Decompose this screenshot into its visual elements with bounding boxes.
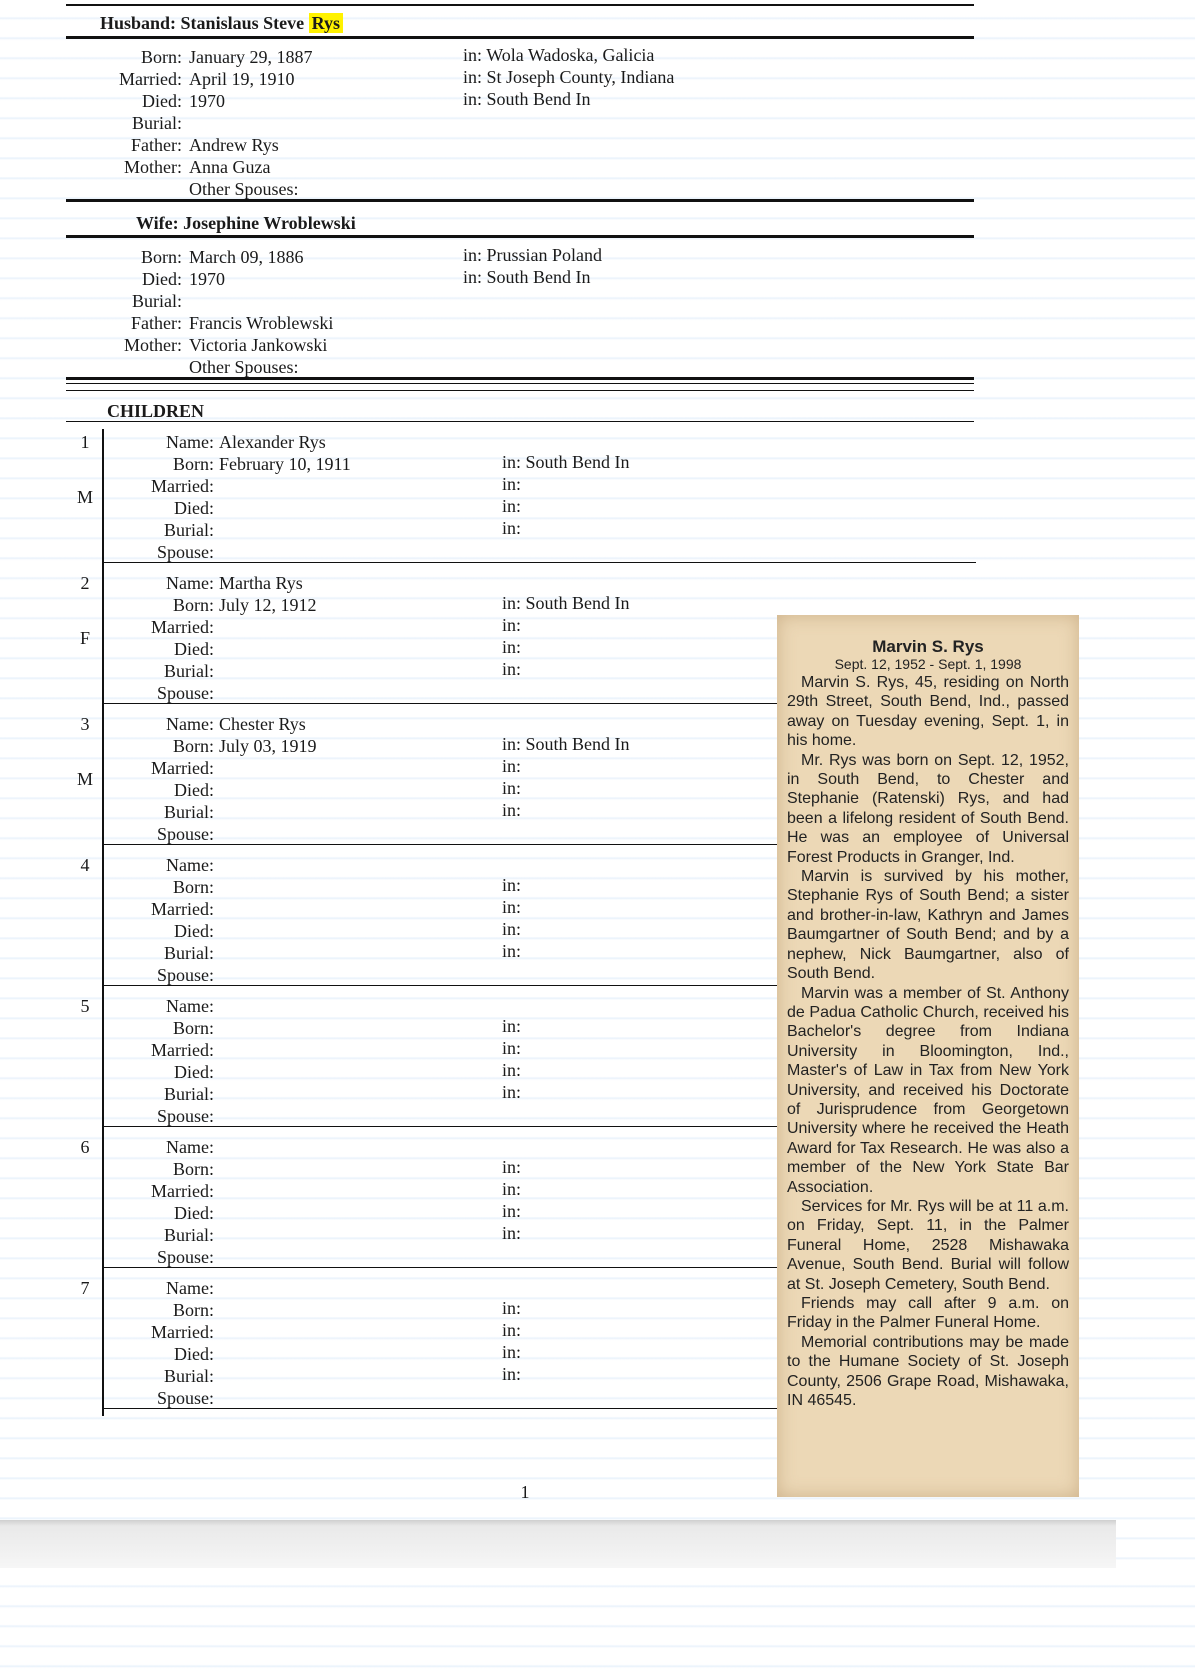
child-spouse-label: Spouse:: [156, 824, 214, 844]
child-died-place: [502, 1200, 521, 1222]
husband-mother-value: Anna Guza: [189, 157, 271, 177]
wife-died-value: 1970: [189, 269, 225, 289]
husband-married-label: Married:: [119, 69, 182, 89]
wife-died-place: [463, 266, 591, 288]
child-burial-place: [502, 1222, 521, 1244]
child-born-place: [502, 1297, 521, 1319]
child-born-place: [502, 1015, 521, 1037]
husband-born-value: January 29, 1887: [189, 47, 313, 67]
child-name-label: Name:: [166, 432, 214, 452]
in-label: in:: [502, 756, 522, 776]
child-married-label: Married:: [151, 899, 214, 919]
in-label: in:: [502, 1082, 522, 1102]
in-label: in:: [502, 1364, 522, 1384]
in-label: in:: [502, 1016, 522, 1036]
wife-died-label: Died:: [142, 269, 182, 289]
child-row-vertical-rule: [102, 1275, 104, 1416]
child-name-label: Name:: [166, 855, 214, 875]
child-burial-label: Burial:: [164, 520, 214, 540]
child-number: 1: [80, 432, 90, 452]
child-born-label: Born:: [172, 595, 214, 615]
husband-rule: [66, 36, 974, 39]
child-died-label: Died:: [174, 921, 214, 941]
husband-other-spouses-label: Other Spouses:: [189, 179, 299, 199]
child-row-vertical-rule: [102, 570, 104, 711]
in-label: in:: [502, 1320, 522, 1340]
child-row-vertical-rule: [102, 852, 104, 993]
child-died-label: Died:: [174, 780, 214, 800]
child-row-vertical-rule: [102, 429, 104, 570]
child-row-vertical-rule: [102, 1134, 104, 1275]
child-died-place: [502, 777, 521, 799]
child-name-label: Name:: [166, 1278, 214, 1298]
husband-surname-highlighted: Rys: [309, 13, 343, 33]
child-name-label: Name:: [166, 996, 214, 1016]
page-number: 1: [520, 1482, 530, 1502]
child-name-value: Alexander Rys: [219, 432, 326, 452]
obituary-paragraph: Memorial contributions may be made to the Humane Society of St. Joseph County, 2506 Grape Road, Mishawaka, IN 46545.: [787, 1333, 1069, 1410]
wife-rule: [66, 235, 974, 238]
child-born-label: Born:: [172, 454, 214, 474]
children-top-rule-1: [66, 377, 974, 380]
top-rule: [66, 4, 974, 6]
in-label: in:: [502, 897, 522, 917]
children-top-rule-3: [66, 390, 974, 391]
in-label: in:: [502, 1060, 522, 1080]
child-burial-place: [502, 799, 521, 821]
obituary-paragraph: Friends may call after 9 a.m. on Friday in the Palmer Funeral Home.: [787, 1295, 1069, 1332]
child-married-place: [502, 1178, 521, 1200]
child-row-vertical-rule: [102, 993, 104, 1134]
child-burial-label: Burial:: [164, 943, 214, 963]
obituary-paragraph: Services for Mr. Rys will be at 11 a.m. on Friday, Sept. 11, in the Palmer Funeral Home, 2528 Mishawaka Avenue, South Bend. Burial will follow at St. Joseph Cemetery, South Bend.: [787, 1197, 1069, 1293]
husband-born-place: [463, 44, 654, 66]
wife-label: Wife:: [136, 213, 179, 233]
child-born-value: February 10, 1911: [219, 454, 351, 474]
in-label: in:: [463, 45, 483, 65]
child-died-label: Died:: [174, 1062, 214, 1082]
child-married-label: Married:: [151, 1181, 214, 1201]
child-burial-place: [502, 517, 521, 539]
in-label: in:: [463, 245, 483, 265]
child-married-label: Married:: [151, 476, 214, 496]
child-name-value: Chester Rys: [219, 714, 306, 734]
wife-mother-label: Mother:: [124, 335, 182, 355]
child-married-place: [502, 755, 521, 777]
place-value: St Joseph County, Indiana: [486, 67, 675, 87]
place-value: South Bend In: [525, 734, 630, 754]
husband-father-value: Andrew Rys: [189, 135, 279, 155]
child-number: 2: [80, 573, 90, 593]
child-number: 6: [80, 1137, 90, 1157]
child-name-label: Name:: [166, 573, 214, 593]
in-label: in:: [502, 734, 522, 754]
wife-born-value: March 09, 1886: [189, 247, 304, 267]
in-label: in:: [502, 1223, 522, 1243]
in-label: in:: [502, 1342, 522, 1362]
child-spouse-label: Spouse:: [156, 1388, 214, 1408]
child-burial-place: [502, 658, 521, 680]
child-died-place: [502, 636, 521, 658]
child-burial-place: [502, 1081, 521, 1103]
in-label: in:: [502, 1179, 522, 1199]
child-born-label: Born:: [172, 1300, 214, 1320]
husband-died-value: 1970: [189, 91, 225, 111]
child-burial-label: Burial:: [164, 1366, 214, 1386]
child-spouse-label: Spouse:: [156, 965, 214, 985]
child-married-place: [502, 473, 521, 495]
child-married-place: [502, 1319, 521, 1341]
wife-born-place: [463, 244, 602, 266]
child-spouse-label: Spouse:: [156, 683, 214, 703]
child-spouse-label: Spouse:: [156, 1247, 214, 1267]
place-value: South Bend In: [525, 452, 630, 472]
place-value: South Bend In: [486, 267, 591, 287]
in-label: in:: [502, 941, 522, 961]
in-label: in:: [502, 1201, 522, 1221]
in-label: in:: [502, 496, 522, 516]
in-label: in:: [463, 67, 483, 87]
child-born-place: [502, 592, 630, 614]
wife-top-rule: [66, 199, 974, 202]
in-label: in:: [502, 1157, 522, 1177]
child-spouse-label: Spouse:: [156, 1106, 214, 1126]
child-married-label: Married:: [151, 1040, 214, 1060]
child-sex: F: [79, 628, 90, 648]
husband-label: Husband:: [100, 13, 177, 33]
child-died-place: [502, 1059, 521, 1081]
child-name-label: Name:: [166, 1137, 214, 1157]
child-married-label: Married:: [151, 617, 214, 637]
scanner-edge: [0, 1520, 1116, 1568]
in-label: in:: [502, 800, 522, 820]
wife-name: Josephine Wroblewski: [183, 213, 356, 233]
child-name-label: Name:: [166, 714, 214, 734]
child-died-label: Died:: [174, 639, 214, 659]
in-label: in:: [502, 637, 522, 657]
child-born-place: [502, 1156, 521, 1178]
place-value: Prussian Poland: [486, 245, 603, 265]
child-number: 4: [80, 855, 90, 875]
obituary-paragraph: Marvin S. Rys, 45, residing on North 29th Street, South Bend, Ind., passed away on Tuesday evening, Sept. 1, in his home.: [787, 674, 1069, 750]
child-died-place: [502, 1341, 521, 1363]
obituary-title: Marvin S. Rys: [872, 637, 984, 656]
child-spouse-label: Spouse:: [156, 542, 214, 562]
wife-other-spouses-label: Other Spouses:: [189, 357, 299, 377]
wife-father-value: Francis Wroblewski: [189, 313, 334, 333]
child-row-vertical-rule: [102, 711, 104, 852]
child-name-value: Martha Rys: [219, 573, 303, 593]
child-married-label: Married:: [151, 758, 214, 778]
wife-father-label: Father:: [131, 313, 182, 333]
obituary-dates: Sept. 12, 1952 - Sept. 1, 1998: [834, 656, 1022, 672]
in-label: in:: [463, 267, 483, 287]
husband-mother-label: Mother:: [124, 157, 182, 177]
child-died-label: Died:: [174, 498, 214, 518]
child-died-place: [502, 918, 521, 940]
place-value: South Bend In: [486, 89, 591, 109]
in-label: in:: [502, 1038, 522, 1058]
place-value: South Bend In: [525, 593, 630, 613]
child-died-label: Died:: [174, 1203, 214, 1223]
child-born-place: [502, 874, 521, 896]
child-born-value: July 12, 1912: [219, 595, 317, 615]
child-sex: M: [76, 487, 93, 507]
husband-died-label: Died:: [142, 91, 182, 111]
child-died-label: Died:: [174, 1344, 214, 1364]
child-row-divider: [102, 562, 976, 563]
child-born-place: [502, 451, 630, 473]
in-label: in:: [502, 452, 522, 472]
child-sex: M: [76, 769, 93, 789]
obituary-paragraph: Marvin was a member of St. Anthony de Padua Catholic Church, received his Bachelor's degree from Indiana University in Bloomington, Ind., Master's of Law in Tax from New York University, and received his Doctorate of Jurisprudence from Georgetown University where he received the Heath Award for Tax Research. He was also a member of the New York State Bar Association.: [787, 984, 1069, 1196]
child-married-place: [502, 1037, 521, 1059]
husband-burial-label: Burial:: [132, 113, 182, 133]
in-label: in:: [502, 593, 522, 613]
child-born-label: Born:: [172, 736, 214, 756]
in-label: in:: [463, 89, 483, 109]
husband-born-label: Born:: [140, 47, 182, 67]
child-burial-place: [502, 1363, 521, 1385]
child-burial-place: [502, 940, 521, 962]
wife-mother-value: Victoria Jankowski: [189, 335, 328, 355]
wife-burial-label: Burial:: [132, 291, 182, 311]
children-title: CHILDREN: [107, 401, 205, 421]
child-married-place: [502, 896, 521, 918]
husband-name: Stanislaus Steve: [180, 13, 305, 33]
child-born-value: July 03, 1919: [219, 736, 317, 756]
in-label: in:: [502, 919, 522, 939]
obituary-paragraph: Mr. Rys was born on Sept. 12, 1952, in South Bend, to Chester and Stephanie (Ratenski) Rys, and had been a lifelong resident of South Bend. He was an employee of Universal Forest Products in Granger, Ind.: [787, 751, 1069, 866]
place-value: Wola Wadoska, Galicia: [486, 45, 655, 65]
in-label: in:: [502, 1298, 522, 1318]
child-born-label: Born:: [172, 1159, 214, 1179]
child-burial-label: Burial:: [164, 1225, 214, 1245]
children-header-rule: [66, 421, 974, 422]
husband-father-label: Father:: [131, 135, 182, 155]
in-label: in:: [502, 615, 522, 635]
child-burial-label: Burial:: [164, 661, 214, 681]
in-label: in:: [502, 659, 522, 679]
child-born-label: Born:: [172, 877, 214, 897]
husband-header: [100, 12, 343, 34]
child-burial-label: Burial:: [164, 802, 214, 822]
child-burial-label: Burial:: [164, 1084, 214, 1104]
husband-died-place: [463, 88, 591, 110]
child-married-place: [502, 614, 521, 636]
in-label: in:: [502, 518, 522, 538]
obituary-paragraph: Marvin is survived by his mother, Stephanie Rys of South Bend; a sister and brother-in-law, Kathryn and James Baumgartner of South Bend; and by a nephew, Nick Baumgartner, also of South Bend.: [787, 868, 1069, 983]
in-label: in:: [502, 778, 522, 798]
children-top-rule-2: [66, 383, 974, 384]
husband-married-place: [463, 66, 674, 88]
child-married-label: Married:: [151, 1322, 214, 1342]
child-died-place: [502, 495, 521, 517]
in-label: in:: [502, 474, 522, 494]
child-number: 5: [80, 996, 90, 1016]
child-born-place: [502, 733, 630, 755]
husband-married-value: April 19, 1910: [189, 69, 295, 89]
child-number: 3: [80, 714, 90, 734]
wife-born-label: Born:: [140, 247, 182, 267]
in-label: in:: [502, 875, 522, 895]
child-number: 7: [80, 1278, 90, 1298]
wife-header: [136, 212, 356, 234]
child-born-label: Born:: [172, 1018, 214, 1038]
obituary-clipping: [777, 615, 1079, 1497]
